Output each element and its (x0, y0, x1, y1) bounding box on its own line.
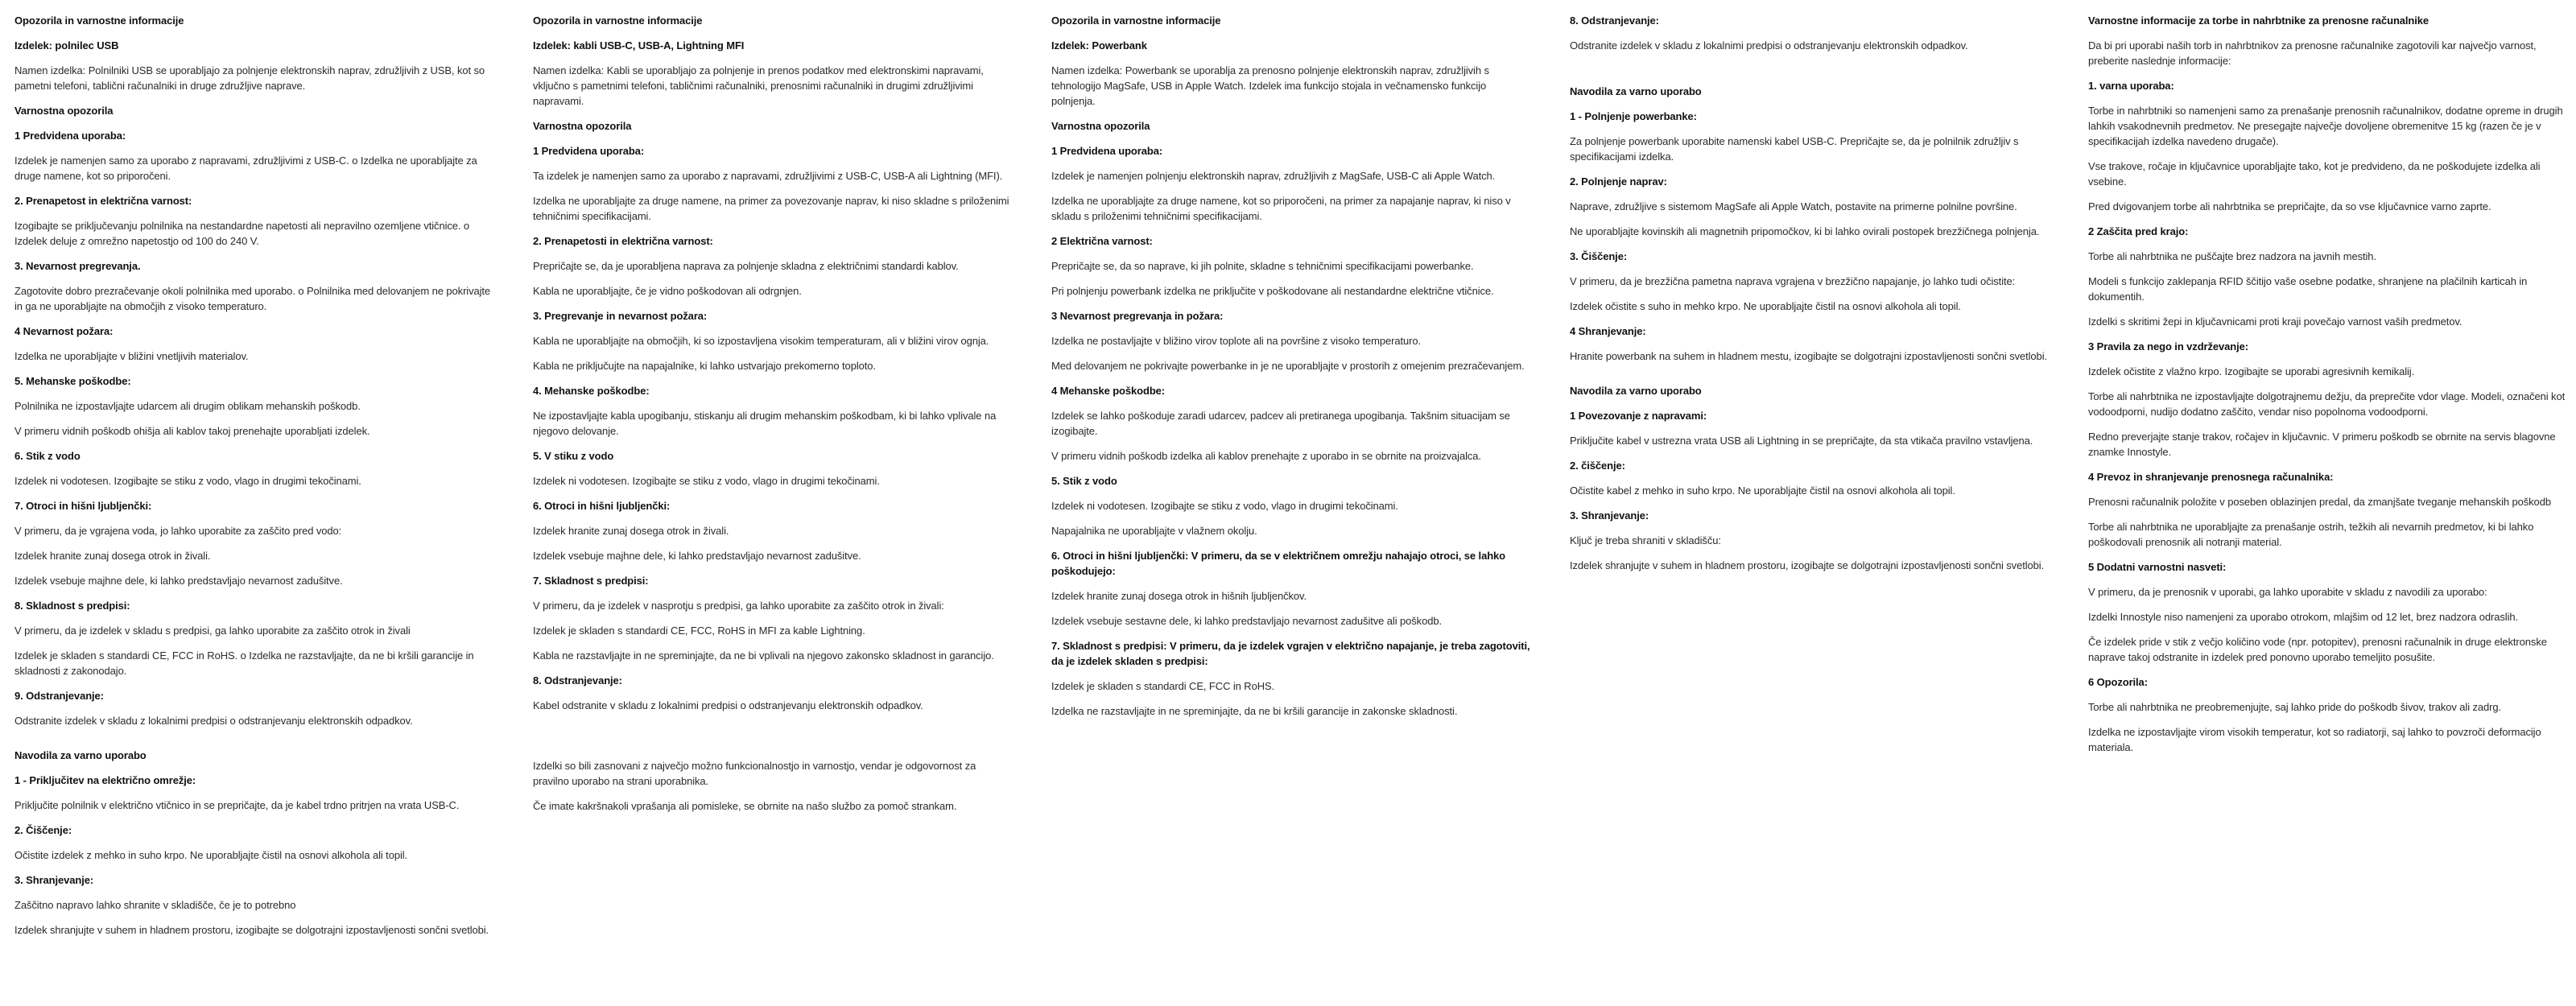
paragraph: Izdelek shranjujte v suhem in hladnem prostoru, izogibajte se dolgotrajni izpostavljenosti sončni svetlobi. (14, 924, 489, 936)
doc-column-2 (533, 13, 1013, 1006)
section-title: Izdelek: Powerbank (1051, 39, 1147, 52)
spacer (1570, 63, 2050, 84)
paragraph: Prepričajte se, da so naprave, ki jih polnite, skladne s tehničnimi specifikacijami powerbanke. (1051, 260, 1474, 272)
doc-column-1 (14, 13, 494, 1006)
paragraph: Torbe in nahrbtniki so namenjeni samo za prenašanje prenosnih računalnikov, dodatne opreme in drugih lahkih vsakodnevnih predmetov. Ne presegajte največje dovoljene obremenitve 15 kg (razen če je v specifikacijah izdelka navedeno drugače). (2088, 105, 2563, 147)
paragraph: V primeru, da je izdelek v skladu s predpisi, ga lahko uporabite za zaščito otrok in živali (14, 625, 411, 637)
item-heading: 8. Odstranjevanje: (533, 674, 622, 686)
paragraph: Priključite kabel v ustrezna vrata USB ali Lightning in se prepričajte, da sta vtikača pravilno vstavljena. (1570, 435, 2033, 447)
paragraph: Izdelek vsebuje majhne dele, ki lahko predstavljajo nevarnost zadušitve. (533, 550, 861, 562)
paragraph: Kabla ne uporabljajte na območjih, ki so izpostavljena visokim temperaturam, ali v bližini virov ognja. (533, 335, 989, 347)
item-heading: 6. Stik z vodo (14, 450, 80, 462)
item-heading: 2. Polnjenje naprav: (1570, 175, 1667, 188)
paragraph: Izdelek vsebuje majhne dele, ki lahko predstavljajo nevarnost zadušitve. (14, 575, 343, 587)
paragraph: Očistite izdelek z mehko in suho krpo. Ne uporabljajte čistil na osnovi alkohola ali topil. (14, 849, 408, 861)
doc-column-3 (1051, 13, 1531, 1006)
section-title: Izdelek: kabli USB-C, USB-A, Lightning MFI (533, 39, 745, 52)
paragraph: Izdelek je skladen s standardi CE, FCC in RoHS. o Izdelka ne razstavljajte, da ne bi kršili garancije in skladnosti z zakonodajo. (14, 649, 474, 677)
paragraph: Namen izdelka: Kabli se uporabljajo za polnjenje in prenos podatkov med elektronskimi napravami, vključno s pametnimi telefoni, tabličnimi računalniki, prenosnimi računalniki in drugimi združljivimi napravami. (533, 64, 984, 107)
doc-column-5 (2088, 13, 2568, 1006)
doc-column-4 (1570, 13, 2050, 1006)
item-heading: 2. Čiščenje: (14, 824, 72, 836)
item-heading: 3. Pregrevanje in nevarnost požara: (533, 310, 708, 322)
paragraph: Vse trakove, ročaje in ključavnice uporabljajte tako, kot je predvideno, da ne poškodujete izdelka ali vsebine. (2088, 160, 2541, 188)
section-title: Izdelek: polnilec USB (14, 39, 119, 52)
paragraph: Če izdelek pride v stik z večjo količino vode (npr. potopitev), prenosni računalnik in druge elektronske naprave takoj odstranite in izdelek pred ponovno uporabo temeljito posušite. (2088, 636, 2547, 663)
paragraph: Ta izdelek je namenjen samo za uporabo z napravami, združljivimi z USB-C, USB-A ali Lightning (MFI). (533, 170, 1003, 182)
paragraph: Zaščitno napravo lahko shranite v skladišče, če je to potrebno (14, 899, 296, 911)
paragraph: Namen izdelka: Polnilniki USB se uporabljajo za polnjenje elektronskih naprav, združljivih z USB, kot so pametni telefoni, tablični računalniki in druge združljive naprave. (14, 64, 485, 92)
doc-title: Opozorila in varnostne informacije (533, 14, 703, 27)
paragraph: Napajalnika ne uporabljajte v vlažnem okolju. (1051, 525, 1257, 537)
item-heading: 3. Shranjevanje: (1570, 509, 1649, 522)
section-title: Varnostna opozorila (1051, 120, 1150, 132)
paragraph: Prenosni računalnik položite v poseben oblazinjen predal, da zmanjšate tveganje mehanskih poškodb (2088, 496, 2551, 508)
paragraph: Izdelek je namenjen samo za uporabo z napravami, združljivimi z USB-C. o Izdelka ne uporabljajte za druge namene, kot so priporočeni. (14, 155, 477, 182)
section-title: Varnostna opozorila (533, 120, 632, 132)
spacer (533, 723, 1013, 758)
paragraph: Izdelka ne uporabljajte za druge namene, kot so priporočeni, na primer za napajanje naprav, ki niso v skladu s priloženimi tehničnimi specifikacijami. (1051, 195, 1511, 222)
item-heading: 8. Odstranjevanje: (1570, 14, 1659, 27)
section-title: Navodila za varno uporabo (1570, 85, 1702, 97)
paragraph: Kabel odstranite v skladu z lokalnimi predpisi o odstranjevanju elektronskih odpadkov. (533, 699, 923, 711)
paragraph: Odstranite izdelek v skladu z lokalnimi predpisi o odstranjevanju elektronskih odpadkov. (1570, 39, 1968, 52)
item-heading: 7. Otroci in hišni ljubljenčki: (14, 500, 152, 512)
item-heading: 8. Skladnost s predpisi: (14, 600, 130, 612)
paragraph: V primeru vidnih poškodb izdelka ali kablov prenehajte z uporabo in se obrnite na proizvajalca. (1051, 450, 1481, 462)
item-heading: 1 Predvidena uporaba: (1051, 145, 1163, 157)
item-heading: 5. Mehanske poškodbe: (14, 375, 131, 387)
paragraph: Izdelka ne izpostavljajte virom visokih temperatur, kot so radiatorji, saj lahko to povzroči deformacijo materiala. (2088, 726, 2541, 753)
paragraph: Naprave, združljive s sistemom MagSafe ali Apple Watch, postavite na primerne polnilne površine. (1570, 200, 2017, 212)
item-heading: 6. Otroci in hišni ljubljenčki: V primeru, da se v električnem omrežju nahajajo otroci, se lahko poškodujejo: (1051, 550, 1506, 577)
paragraph: Za polnjenje powerbank uporabite namenski kabel USB-C. Prepričajte se, da je polnilnik združljiv s specifikacijami izdelka. (1570, 135, 2019, 163)
paragraph: Odstranite izdelek v skladu z lokalnimi predpisi o odstranjevanju elektronskih odpadkov. (14, 715, 413, 727)
doc-title: Opozorila in varnostne informacije (1051, 14, 1221, 27)
paragraph: Priključite polnilnik v električno vtičnico in se prepričajte, da je kabel trdno pritrjen na vrata USB-C. (14, 799, 460, 811)
item-heading: 3. Nevarnost pregrevanja. (14, 260, 141, 272)
item-heading: 6 Opozorila: (2088, 676, 2148, 688)
paragraph: Izdelek je skladen s standardi CE, FCC, RoHS in MFI za kable Lightning. (533, 625, 865, 637)
paragraph: Izdelka ne uporabljajte za druge namene, na primer za povezovanje naprav, ki niso skladne s priloženimi tehničnimi specifikacijami. (533, 195, 1009, 222)
spacer (14, 738, 494, 748)
paragraph: Izdelka ne uporabljajte v bližini vnetljivih materialov. (14, 350, 249, 362)
paragraph: Izdelki so bili zasnovani z največjo možno funkcionalnostjo in varnostjo, vendar je odgovornost za pravilno uporabo na strani uporabnika. (533, 760, 976, 787)
item-heading: 4. Mehanske poškodbe: (533, 385, 650, 397)
paragraph: Kabla ne razstavljajte in ne spreminjajte, da ne bi vplivali na njegovo zakonsko skladnost in garancijo. (533, 649, 994, 662)
paragraph: Izdelek hranite zunaj dosega otrok in hišnih ljubljenčkov. (1051, 590, 1307, 602)
paragraph: Ne izpostavljajte kabla upogibanju, stiskanju ali drugim mehanskim poškodbam, ki bi lahko vplivale na njegovo delovanje. (533, 410, 997, 437)
doc-title: Varnostne informacije za torbe in nahrbtnike za prenosne računalnike (2088, 14, 2429, 27)
paragraph: Izdelki s skritimi žepi in ključavnicami proti kraji povečajo varnost vaših predmetov. (2088, 315, 2462, 328)
item-heading: 3 Pravila za nego in vzdrževanje: (2088, 340, 2249, 353)
item-heading: 2. Prenapetost in električna varnost: (14, 195, 192, 207)
spacer (1570, 373, 2050, 383)
paragraph: Če imate kakršnakoli vprašanja ali pomisleke, se obrnite na našo službo za pomoč strankam. (533, 800, 957, 812)
paragraph: Redno preverjajte stanje trakov, ročajev in ključavnic. V primeru poškodb se obrnite na servis blagovne znamke Innostyle. (2088, 431, 2556, 458)
paragraph: Zagotovite dobro prezračevanje okoli polnilnika med uporabo. o Polnilnika med delovanjem ne pokrivajte in ga ne uporabljajte na območjih z visoko temperaturo. (14, 285, 491, 312)
item-heading: 2. Prenapetosti in električna varnost: (533, 235, 713, 247)
item-heading: 3. Čiščenje: (1570, 250, 1628, 262)
paragraph: Med delovanjem ne pokrivajte powerbanke in je ne uporabljajte v prostorih z omejenim prezračevanjem. (1051, 360, 1525, 372)
item-heading: 1 Predvidena uporaba: (14, 130, 126, 142)
paragraph: Izdelka ne postavljajte v bližino virov toplote ali na površine z visoko temperaturo. (1051, 335, 1422, 347)
paragraph: Izdelek ni vodotesen. Izogibajte se stiku z vodo, vlago in drugimi tekočinami. (533, 475, 880, 487)
item-heading: 2. čiščenje: (1570, 460, 1625, 472)
item-heading: 6. Otroci in hišni ljubljenčki: (533, 500, 671, 512)
item-heading: 1 Predvidena uporaba: (533, 145, 645, 157)
paragraph: Polnilnika ne izpostavljajte udarcem ali drugim oblikam mehanskih poškodb. (14, 400, 361, 412)
section-title: Navodila za varno uporabo (14, 749, 147, 761)
paragraph: V primeru, da je vgrajena voda, jo lahko uporabite za zaščito pred vodo: (14, 525, 342, 537)
paragraph: Izdelki Innostyle niso namenjeni za uporabo otrokom, mlajšim od 12 let, brez nadzora odraslih. (2088, 611, 2518, 623)
doc-title: Opozorila in varnostne informacije (14, 14, 184, 27)
paragraph: Izdelek je skladen s standardi CE, FCC in RoHS. (1051, 680, 1275, 692)
paragraph: Izdelek se lahko poškoduje zaradi udarcev, padcev ali pretiranega upogibanja. Takšnim situacijam se izogibajte. (1051, 410, 1510, 437)
section-title: Navodila za varno uporabo (1570, 385, 1702, 397)
paragraph: Izdelek ni vodotesen. Izogibajte se stiku z vodo, vlago in drugimi tekočinami. (1051, 500, 1398, 512)
paragraph: Torbe ali nahrbtnika ne preobremenjujte, saj lahko pride do poškodb šivov, trakov ali zadrg. (2088, 701, 2502, 713)
item-heading: 2 Električna varnost: (1051, 235, 1153, 247)
paragraph: Ne uporabljajte kovinskih ali magnetnih pripomočkov, ki bi lahko ovirali postopek brezžičnega polnjenja. (1570, 225, 2040, 237)
item-heading: 4 Mehanske poškodbe: (1051, 385, 1166, 397)
paragraph: Namen izdelka: Powerbank se uporablja za prenosno polnjenje elektronskih naprav, združljivih s tehnologijo MagSafe, USB in Apple Watch. Izdelek ima funkcijo stojala in večnamensko funkcijo polnjenja. (1051, 64, 1489, 107)
paragraph: Pred dvigovanjem torbe ali nahrbtnika se prepričajte, da so vse ključavnice varno zaprte. (2088, 200, 2491, 212)
paragraph: Izdelek hranite zunaj dosega otrok in živali. (14, 550, 211, 562)
paragraph: V primeru, da je prenosnik v uporabi, ga lahko uporabite v skladu z navodili za uporabo: (2088, 586, 2487, 598)
item-heading: 5. Stik z vodo (1051, 475, 1117, 487)
paragraph: Izdelka ne razstavljajte in ne spreminjajte, da ne bi kršili garancije in zakonske skladnosti. (1051, 705, 1458, 717)
paragraph: Izdelek je namenjen polnjenju elektronskih naprav, združljivih z MagSafe, USB-C ali Apple Watch. (1051, 170, 1496, 182)
paragraph: Očistite kabel z mehko in suho krpo. Ne uporabljajte čistil na osnovi alkohola ali topil. (1570, 484, 1955, 497)
paragraph: Kabla ne uporabljajte, če je vidno poškodovan ali odrgnjen. (533, 285, 802, 297)
item-heading: 4 Prevoz in shranjevanje prenosnega računalnika: (2088, 471, 2334, 483)
paragraph: Izdelek hranite zunaj dosega otrok in živali. (533, 525, 729, 537)
paragraph: Prepričajte se, da je uporabljena naprava za polnjenje skladna z električnimi standardi kablov. (533, 260, 959, 272)
paragraph: Izdelek očistite z vlažno krpo. Izogibajte se uporabi agresivnih kemikalij. (2088, 365, 2415, 377)
item-heading: 5. V stiku z vodo (533, 450, 614, 462)
paragraph: Torbe ali nahrbtnika ne izpostavljajte dolgotrajnemu dežju, da preprečite vdor vlage. Modeli, označeni kot vodoodporni, nudijo dodatno zaščito, vendar niso popolnoma vodoodporni. (2088, 390, 2566, 418)
item-heading: 1 - Priključitev na električno omrežje: (14, 774, 196, 786)
paragraph: Kabla ne priključujte na napajalnike, ki lahko ustvarjajo prekomerno toploto. (533, 360, 876, 372)
paragraph: Izogibajte se priključevanju polnilnika na nestandardne napetosti ali nepravilno ozemljene vtičnice. o Izdelek deluje z omrežno napetostjo od 100 do 240 V. (14, 220, 470, 247)
paragraph: V primeru, da je izdelek v nasprotju s predpisi, ga lahko uporabite za zaščito otrok in živali: (533, 600, 944, 612)
paragraph: Izdelek ni vodotesen. Izogibajte se stiku z vodo, vlago in drugimi tekočinami. (14, 475, 361, 487)
paragraph: Torbe ali nahrbtnika ne uporabljajte za prenašanje ostrih, težkih ali nevarnih predmetov, ki bi lahko poškodovali prenosnik ali notranji material. (2088, 521, 2534, 548)
paragraph: V primeru vidnih poškodb ohišja ali kablov takoj prenehajte uporabljati izdelek. (14, 425, 370, 437)
item-heading: 3. Shranjevanje: (14, 874, 94, 886)
item-heading: 5 Dodatni varnostni nasveti: (2088, 561, 2227, 573)
item-heading: 7. Skladnost s predpisi: V primeru, da je izdelek vgrajen v električno napajanje, je treba zagotoviti, da je izdelek skladen s predpisi: (1051, 640, 1530, 667)
paragraph: Ključ je treba shraniti v skladišču: (1570, 534, 1721, 546)
item-heading: 9. Odstranjevanje: (14, 690, 104, 702)
item-heading: 3 Nevarnost pregrevanja in požara: (1051, 310, 1224, 322)
item-heading: 1. varna uporaba: (2088, 80, 2174, 92)
item-heading: 1 - Polnjenje powerbanke: (1570, 110, 1697, 122)
item-heading: 2 Zaščita pred krajo: (2088, 225, 2189, 237)
paragraph: Modeli s funkcijo zaklepanja RFID ščitijo vaše osebne podatke, shranjene na plačilnih karticah in dokumentih. (2088, 275, 2528, 303)
item-heading: 4 Shranjevanje: (1570, 325, 1646, 337)
paragraph: Da bi pri uporabi naših torb in nahrbtnikov za prenosne računalnike zagotovili kar največjo varnost, preberite naslednje informacije: (2088, 39, 2537, 67)
paragraph: Torbe ali nahrbtnika ne puščajte brez nadzora na javnih mestih. (2088, 250, 2376, 262)
paragraph: Izdelek očistite s suho in mehko krpo. Ne uporabljajte čistil na osnovi alkohola ali topil. (1570, 300, 1961, 312)
item-heading: 1 Povezovanje z napravami: (1570, 410, 1707, 422)
paragraph: Pri polnjenju powerbank izdelka ne priključite v poškodovane ali nestandardne električne vtičnice. (1051, 285, 1494, 297)
item-heading: 4 Nevarnost požara: (14, 325, 114, 337)
paragraph: V primeru, da je brezžična pametna naprava vgrajena v brezžično napajanje, jo lahko tudi očistite: (1570, 275, 2016, 287)
paragraph: Izdelek vsebuje sestavne dele, ki lahko predstavljajo nevarnost zadušitve ali poškodb. (1051, 615, 1442, 627)
item-heading: 7. Skladnost s predpisi: (533, 575, 649, 587)
section-title: Varnostna opozorila (14, 105, 114, 117)
paragraph: Hranite powerbank na suhem in hladnem mestu, izogibajte se dolgotrajni izpostavljenosti sončni svetlobi. (1570, 350, 2047, 362)
paragraph: Izdelek shranjujte v suhem in hladnem prostoru, izogibajte se dolgotrajni izpostavljenosti sončni svetlobi. (1570, 559, 2045, 571)
